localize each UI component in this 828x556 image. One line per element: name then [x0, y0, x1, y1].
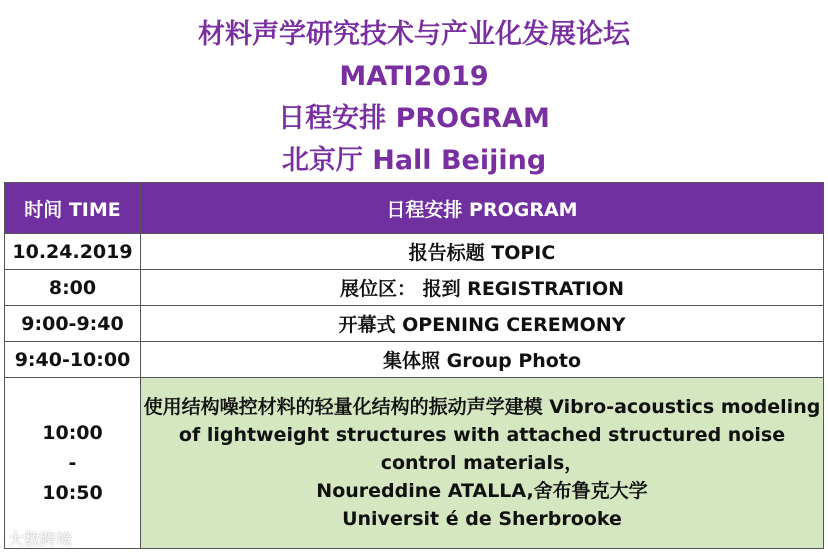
talk-title: 使用结构噪控材料的轻量化结构的振动声学建模 Vibro-acoustics modeling of lightweight structures with attached structured noise control materials，	[143, 396, 821, 474]
talk-time-sep: -	[68, 452, 77, 474]
table-row	[5, 270, 824, 306]
hall-name: 北京厅 Hall Beijing	[281, 145, 547, 176]
row-item: 展位区： 报到 REGISTRATION	[141, 270, 824, 306]
row-item: 开幕式 OPENING CEREMONY	[141, 306, 824, 342]
page-header	[0, 0, 828, 182]
table-row	[5, 306, 824, 342]
row-time: 9:40-10:00	[5, 342, 141, 378]
talk-speaker: Noureddine ATALLA,舍布鲁克大学	[316, 480, 648, 502]
table-row	[5, 342, 824, 378]
talk-time	[5, 378, 141, 549]
talk-time-start: 10:00	[42, 422, 103, 444]
talk-time-end: 10:50	[42, 482, 103, 504]
row-time: 8:00	[5, 270, 141, 306]
row-item: 集体照 Group Photo	[141, 342, 824, 378]
row-item: 报告标题 TOPIC	[141, 234, 824, 270]
time-column-header: 时间 TIME	[5, 183, 141, 234]
row-time: 9:00-9:40	[5, 306, 141, 342]
program-column-header: 日程安排 PROGRAM	[141, 183, 824, 234]
schedule-table	[4, 182, 824, 549]
table-row	[5, 234, 824, 270]
event-code: MATI2019	[339, 61, 489, 92]
forum-title: 材料声学研究技术与产业化发展论坛	[198, 19, 630, 50]
row-time: 10.24.2019	[5, 234, 141, 270]
watermark: 大数跨境	[8, 530, 73, 549]
talk-details	[141, 378, 824, 549]
talk-affiliation: Universit é de Sherbrooke	[342, 508, 622, 530]
talk-row	[5, 378, 824, 549]
table-header-row	[5, 183, 824, 234]
program-heading: 日程安排 PROGRAM	[278, 103, 550, 134]
